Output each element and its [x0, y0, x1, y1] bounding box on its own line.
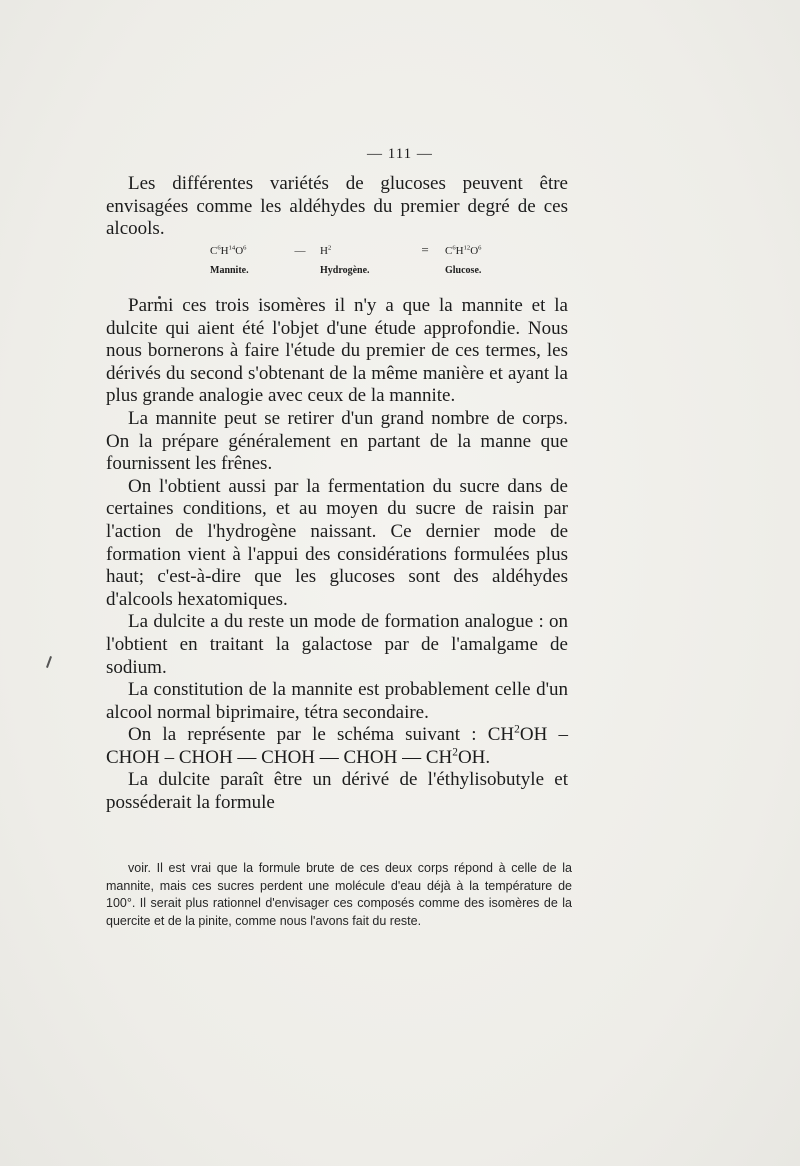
footnote-text: voir. Il est vrai que la formule brute de ces deux corps répond à celle de la mannite, mais ces sucres perdent une molécule d'eau déjà à la température de 100°. Il serait plus rationnel d'envisager ces composés comme des isomères de la quercite et de la pinite, comme nous l'avons fait du reste. — [106, 861, 572, 928]
paragraph-schema: On la représente par le schéma suivant : $CH^2OH$ – CHOH – CHOH — CHOH — CHOH — $CH^2OH$. — [106, 723, 568, 768]
paragraph-constitution: La constitution de la mannite est probablement celle d'un alcool normal biprimaire, tétra secondaire. — [106, 679, 568, 723]
paragraph-dulcite: La dulcite a du reste un mode de formation analogue : on l'obtient en traitant la galactose par de l'amalgame de sodium. — [106, 611, 568, 678]
name-mannite: Mannite. — [210, 265, 249, 276]
formula-glucose: $C^6H^{12}O^6$ — [445, 244, 482, 257]
text-block-top — [106, 173, 568, 241]
paragraph-mannite-source: La mannite peut se retirer d'un grand nombre de corps. On la prépare généralement en partant de la manne que fournissent les frênes. — [106, 407, 568, 475]
name-glucose: Glucose. — [445, 265, 482, 276]
equals-sign: = — [421, 242, 429, 257]
paragraph-glucoses: Les différentes variétés de glucoses peuvent être envisagées comme les aldéhydes du premier degré de ces alcools. — [106, 173, 568, 240]
margin-pencil-mark — [46, 656, 52, 668]
equation-formulas — [210, 243, 525, 258]
footnote — [106, 860, 572, 930]
paragraph-dulcite-formule: La dulcite paraît être un dérivé de l'éthylisobutyle et posséderait la formule — [106, 769, 568, 814]
paragraph-fermentation: On l'obtient aussi par la fermentation du sucre dans de certaines conditions, et au moyen du sucre de raisin par l'action de l'hydrogène naissant. Ce dernier mode de formation vient à l'appui des considérations formulées plus haut; c'est-à-dire que les glucoses sont des aldéhydes d'alcools hexatomiques. — [106, 475, 568, 610]
name-hydrogene: Hydrogène. — [320, 265, 370, 276]
chemical-equation — [210, 243, 525, 278]
minus-sign: — — [294, 245, 306, 257]
equation-names — [210, 264, 525, 278]
formula-mannite: $C^6H^{14}O^6$ — [210, 244, 247, 257]
page-number: — 111 — — [367, 146, 433, 162]
formula-hydrogene: $H^2$ — [320, 244, 332, 257]
paragraph-isomeres: Parmi ces trois isomères il n'y a que la mannite et la dulcite qui aient été l'objet d'une étude approfondie. Nous nous bornerons à faire l'étude du premier de ces termes, les dérivés du second s'obtenant de la même manière et ayant la plus grande analogie avec ceux de la mannite. — [106, 295, 568, 407]
text-block-main — [106, 295, 568, 815]
